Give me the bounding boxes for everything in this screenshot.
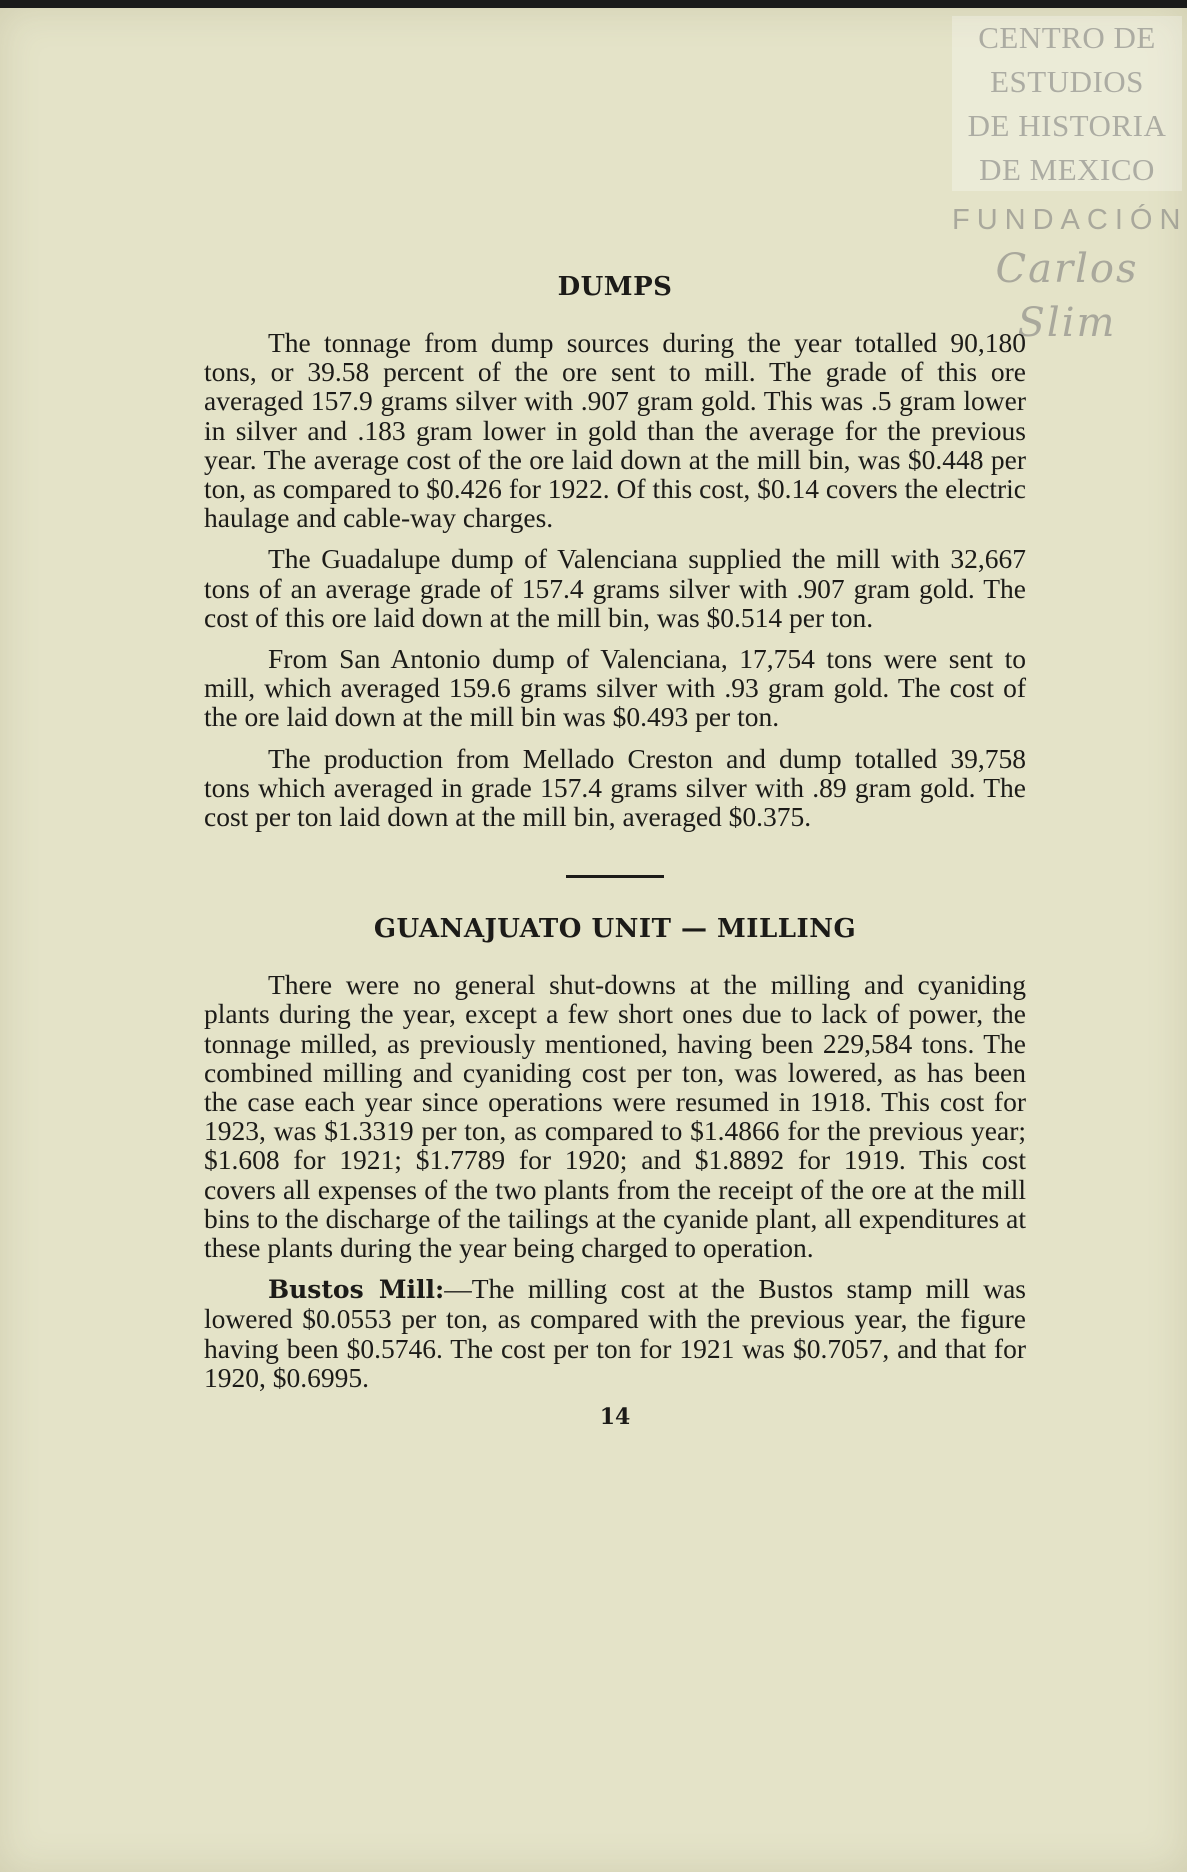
bustos-mill-paragraph [204,1274,1026,1392]
bustos-mill-label: Bustos Mill: [268,1275,445,1305]
foundation-label: FUNDACIÓN [952,204,1187,236]
watermark-line: DE HISTORIA [967,108,1167,143]
milling-paragraph: There were no general shut-downs at the milling and cyaniding plants during the year, except a few short ones due to lack of power, the tonnage milled, as previously mentioned, having been 229,584 tons. The combined milling and cyaniding cost per ton, was lowered, as has been the case each year since operations were resumed in 1918. This cost for 1923, was $1.3319 per ton, as compared to $1.4866 for the previous year; $1.608 for 1921; $1.7789 for 1920; and $1.8892 for 1919. This cost covers all expenses of the two plants from the receipt of the ore at the mill bins to the discharge of the tailings at the cyanide plant, all expenditures at these plants during the year being charged to operation. [204,969,1026,1264]
watermark-line: CENTRO DE [978,20,1156,55]
page-number: 14 [599,1404,631,1431]
dumps-paragraph: From San Antonio dump of Valenciana, 17,754 tons were sent to mill, which averaged 159.6 grams silver with .93 gram gold. The cost of the ore laid down at the mill bin was $0.493 per ton. [204,643,1026,733]
page-content [204,272,1026,1430]
watermark-line: ESTUDIOS [990,64,1144,99]
section-title-milling: GUANAJUATO UNIT — MILLING [373,914,857,945]
watermark-line: DE MEXICO [979,152,1155,187]
dumps-paragraph: The tonnage from dump sources during the year totalled 90,180 tons, or 39.58 percent of the ore sent to mill. The grade of this ore averaged 157.9 grams silver with .907 gram gold. This was .5 gram lower in silver and .183 gram lower in gold than the average for the previous year. The average cost of the ore laid down at the mill bin, was $0.448 per ton, as compared to $0.426 for 1922. Of this cost, $0.14 covers the electric haulage and cable-way charges. [204,327,1026,534]
dumps-paragraph: The Guadalupe dump of Valenciana supplied the mill with 32,667 tons of an average grade of 157.4 grams silver with .907 gram gold. The cost of this ore laid down at the mill bin, was $0.514 per ton. [204,543,1026,633]
dumps-paragraph: The production from Mellado Creston and dump totalled 39,758 tons which averaged in grade 157.4 grams silver with .89 gram gold. The cost per ton laid down at the mill bin, averaged $0.375. [204,742,1026,833]
archive-watermark [952,16,1182,191]
bustos-mill-text: —The milling cost at the Bustos stamp mill was lowered $0.0553 per ton, as compared with the previous year, the figure having been $0.5746. The cost per ton for 1921 was $0.7057, and that for 1920, $0.6995. [204,1273,1026,1393]
section-title-dumps: DUMPS [557,272,673,302]
section-divider [566,875,664,878]
document-page [0,8,1187,1872]
signature-mark: Carlos Slim [995,246,1139,346]
